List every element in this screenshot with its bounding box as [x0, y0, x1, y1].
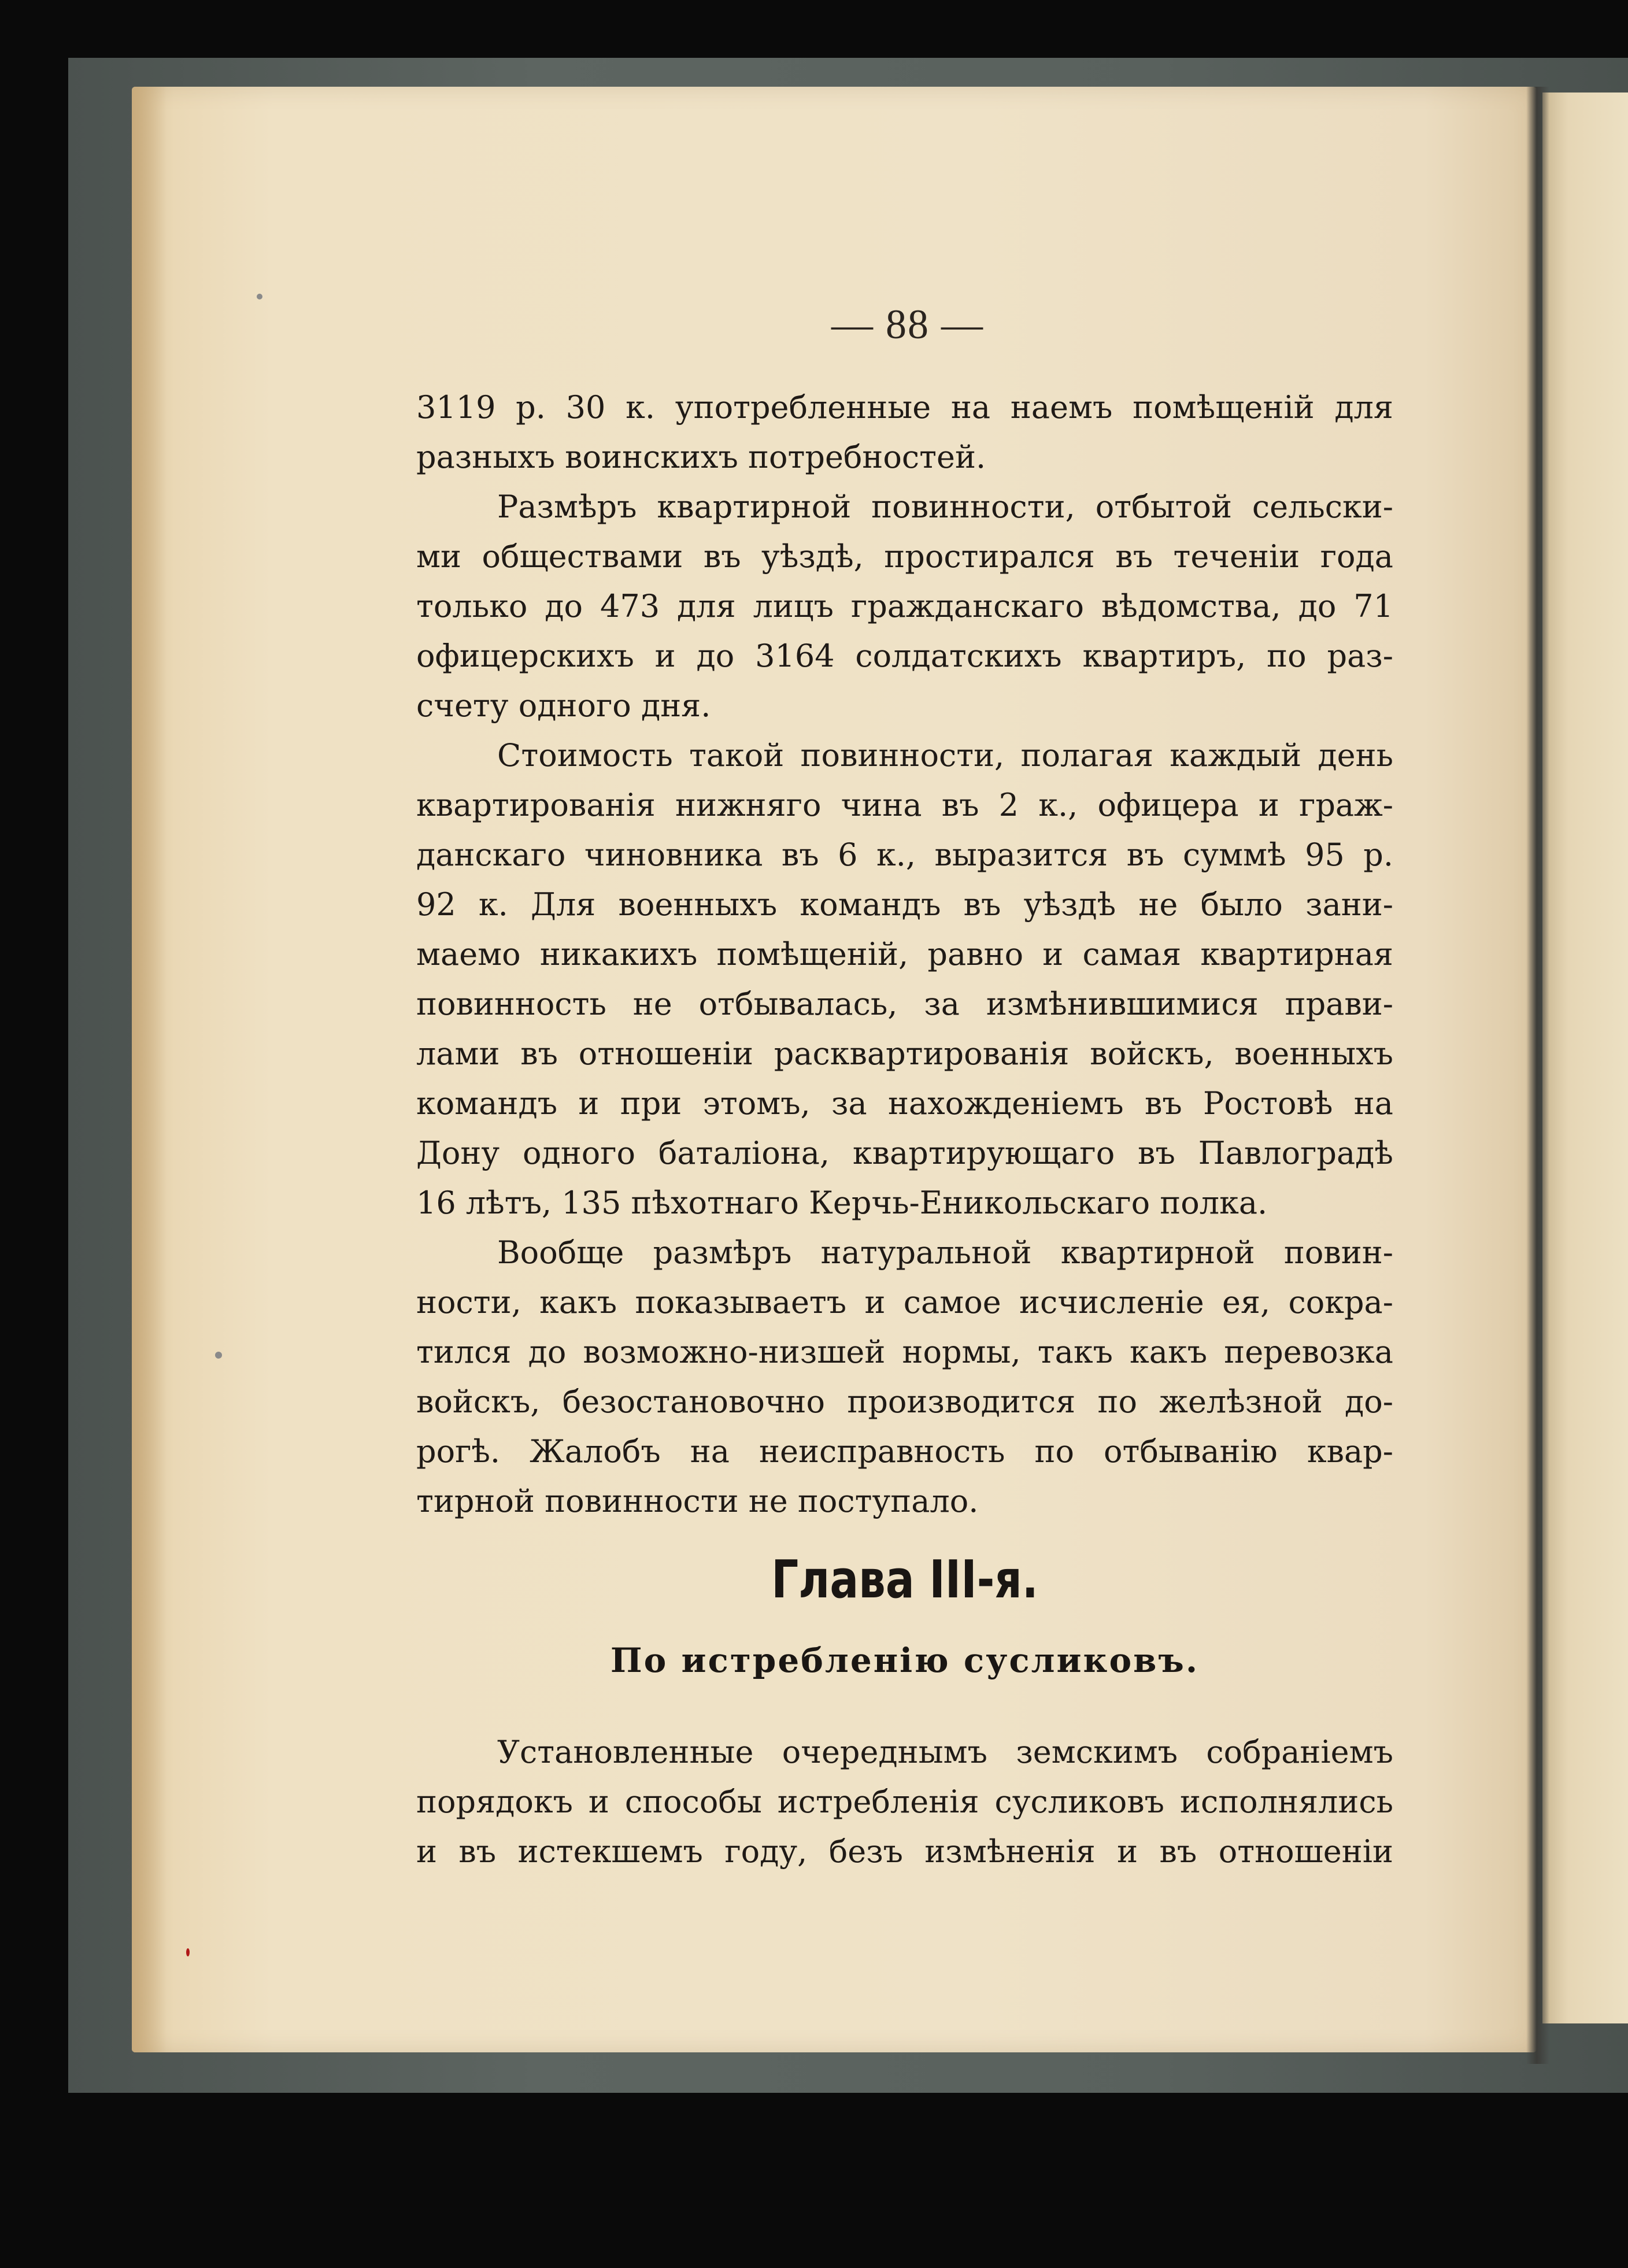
text-line: 3119 р. 30 к. употребленные на наемъ помѣщеній для — [416, 389, 1393, 426]
text-line: ми обществами въ уѣздѣ, простирался въ теченіи года — [416, 538, 1393, 575]
text-line: офицерскихъ и до 3164 солдатскихъ квартиръ, по раз- — [416, 638, 1393, 674]
text-line: Вообще размѣръ натуральной квартирной повин- — [497, 1234, 1393, 1271]
text-line: Дону одного баталіона, квартирующаго въ Павлоградѣ — [416, 1135, 1393, 1171]
text-line: только до 473 для лицъ гражданскаго вѣдомства, до 71 — [416, 588, 1393, 624]
text-line: квартированія нижняго чина въ 2 к., офицера и граж- — [416, 787, 1393, 823]
dust-speck — [186, 1948, 190, 1956]
book-gutter — [1526, 87, 1549, 2064]
chapter-title: Глава III-я. — [771, 1549, 1038, 1610]
text-line: Стоимость такой повинности, полагая каждый день — [497, 737, 1393, 774]
dust-speck — [215, 1352, 222, 1359]
text-line: рогѣ. Жалобъ на неисправность по отбыванію квар- — [416, 1433, 1393, 1470]
page-number: — 88 — — [831, 301, 984, 347]
text-line: Размѣръ квартирной повинности, отбытой сельски- — [497, 489, 1393, 525]
text-line: командъ и при этомъ, за нахожденіемъ въ Ростовѣ на — [416, 1085, 1393, 1122]
text-line: ности, какъ показываетъ и самое исчисленіе ея, сокра- — [416, 1284, 1393, 1320]
text-line: данскаго чиновника въ 6 к., выразится въ суммѣ 95 р. — [416, 837, 1393, 873]
text-line: 16 лѣтъ, 135 пѣхотнаго Керчь-Еникольскаго полка. — [416, 1185, 1268, 1221]
text-line: 92 к. Для военныхъ командъ въ уѣздѣ не было зани- — [416, 886, 1393, 923]
text-line: маемо никакихъ помѣщеній, равно и самая квартирная — [416, 936, 1393, 972]
text-line: и въ истекшемъ году, безъ измѣненія и въ отношеніи — [416, 1833, 1393, 1870]
text-line: тирной повинности не поступало. — [416, 1483, 979, 1519]
text-line: тился до возможно-низшей нормы, такъ какъ перевозка — [416, 1334, 1393, 1370]
text-line: лами въ отношеніи расквартированія войскъ, военныхъ — [416, 1035, 1393, 1072]
chapter-subtitle: По истребленію сусликовъ. — [610, 1641, 1200, 1680]
text-line: Установленные очереднымъ земскимъ собраніемъ — [497, 1734, 1393, 1770]
text-line: порядокъ и способы истребленія сусликовъ исполнялись — [416, 1784, 1393, 1820]
text-line: разныхъ воинскихъ потребностей. — [416, 439, 986, 475]
book-page-right-edge — [1542, 93, 1628, 2023]
text-line: счету одного дня. — [416, 687, 711, 724]
text-line: войскъ, безостановочно производится по желѣзной до- — [416, 1383, 1393, 1420]
dust-speck — [257, 294, 262, 299]
text-line: повинность не отбывалась, за измѣнившимися прави- — [416, 986, 1393, 1022]
